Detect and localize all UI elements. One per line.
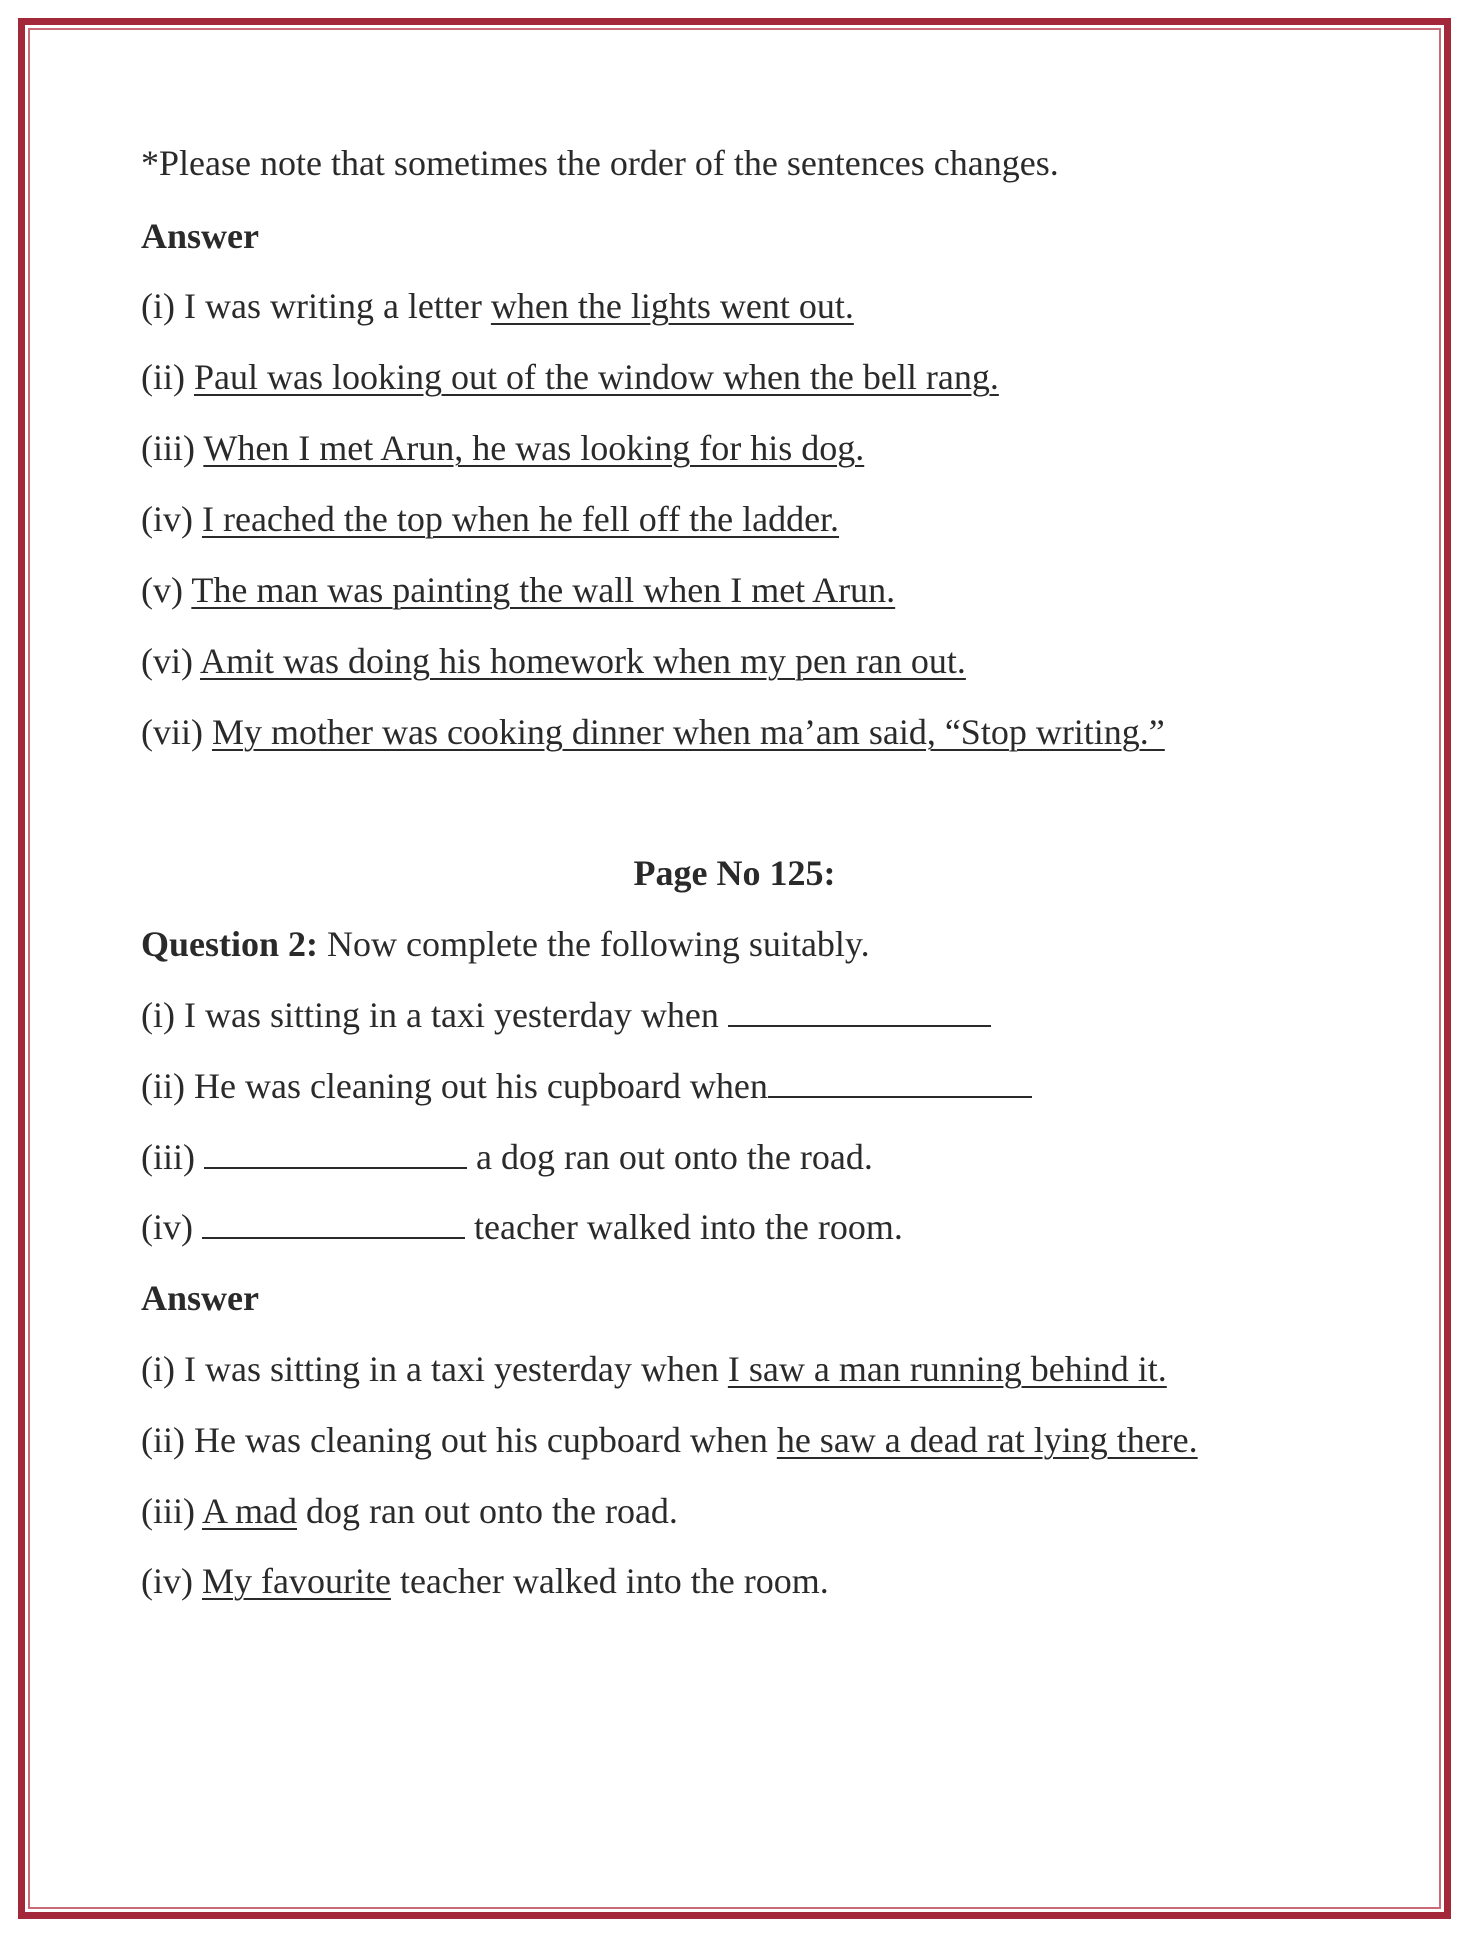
question-item: (iv) teacher walked into the room. [141, 1207, 903, 1247]
answer-heading: Answer [141, 216, 259, 256]
answer-item: (i) I was writing a letter when the lights went out. [141, 286, 854, 326]
answer-item: (iv) My favourite teacher walked into the room. [141, 1561, 829, 1601]
answer-item: (vii) My mother was cooking dinner when ma’am said, “Stop writing.” [141, 712, 1165, 752]
answer-item: (v) The man was painting the wall when I met Arun. [141, 570, 896, 610]
answer-heading: Answer [141, 1278, 259, 1318]
answer-item: (vi) Amit was doing his homework when my pen ran out. [141, 641, 966, 681]
answer-blank [768, 1066, 1032, 1098]
answer-item: (iii) A mad dog ran out onto the road. [141, 1491, 678, 1531]
question-item: (ii) He was cleaning out his cupboard when [141, 1064, 1032, 1108]
answer-blank [202, 1207, 465, 1239]
answer-item: (ii) He was cleaning out his cupboard when he saw a dead rat lying there. [141, 1420, 1198, 1460]
question-item: (i) I was sitting in a taxi yesterday when [141, 993, 991, 1037]
answer-item: (ii) Paul was looking out of the window when the bell rang. [141, 357, 999, 397]
question-2: Question 2: Now complete the following suitably. [141, 924, 870, 964]
answer-blank [728, 995, 991, 1027]
answer-item: (i) I was sitting in a taxi yesterday when I saw a man running behind it. [141, 1349, 1167, 1389]
answer-item: (iii) When I met Arun, he was looking for his dog. [141, 428, 865, 468]
question-item: (iii) a dog ran out onto the road. [141, 1137, 873, 1177]
note-text: *Please note that sometimes the order of the sentences changes. [141, 143, 1059, 183]
answer-item: (iv) I reached the top when he fell off the ladder. [141, 499, 840, 539]
answer-blank [204, 1137, 467, 1169]
page-number-heading: Page No 125: [633, 853, 836, 893]
